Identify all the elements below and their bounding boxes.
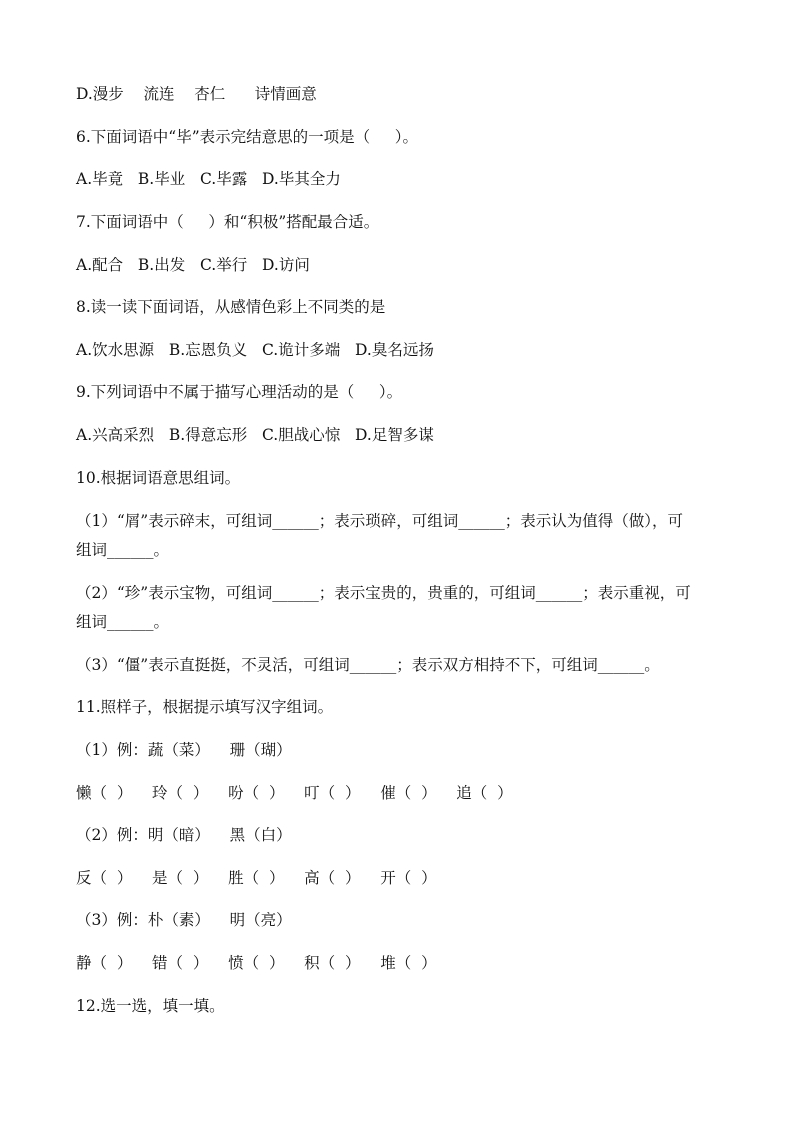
q10-part1-line2: 组词______。 — [76, 541, 170, 559]
q5-option-d: D.漫步 流连 杏仁 诗情画意 — [76, 85, 317, 103]
q10-question: 10.根据词语意思组词。 — [76, 469, 241, 487]
q11-example2: （2）例：明（暗） 黑（白） — [76, 826, 292, 844]
q9-question: 9.下列词语中不属于描写心理活动的是（ ）。 — [76, 383, 403, 401]
q8-question: 8.读一读下面词语，从感情色彩上不同类的是 — [76, 298, 386, 316]
q6-question: 6.下面词语中“毕”表示完结意思的一项是（ ）。 — [76, 128, 419, 146]
q10-part2-line1: （2）“珍”表示宝物，可组词______；表示宝贵的，贵重的，可组词______；表示重视，可 — [76, 584, 691, 602]
q6-options: A.毕竟 B.毕业 C.毕露 D.毕其全力 — [76, 170, 341, 188]
q11-row3-blanks: 静（ ） 错（ ） 愤（ ） 积（ ） 堆（ ） — [76, 954, 437, 972]
q8-options: A.饮水思源 B.忘恩负义 C.诡计多端 D.臭名远扬 — [76, 341, 434, 359]
q11-row2-blanks: 反（ ） 是（ ） 胜（ ） 高（ ） 开（ ） — [76, 869, 437, 887]
q9-options: A.兴高采烈 B.得意忘形 C.胆战心惊 D.足智多谋 — [76, 426, 434, 444]
q11-example3: （3）例：朴（素） 明（亮） — [76, 911, 292, 929]
q12-question: 12.选一选，填一填。 — [76, 997, 225, 1015]
q11-row1-blanks: 懒（ ） 玲（ ） 吩（ ） 叮（ ） 催（ ） 追（ ） — [76, 784, 513, 802]
q10-part2-line2: 组词______。 — [76, 613, 170, 631]
q7-question: 7.下面词语中（ ）和“积极”搭配最合适。 — [76, 213, 380, 231]
q11-question: 11.照样子，根据提示填写汉字组词。 — [76, 698, 334, 716]
q11-example1: （1）例：蔬（菜） 珊（瑚） — [76, 741, 292, 759]
q7-options: A.配合 B.出发 C.举行 D.访问 — [76, 256, 310, 274]
q10-part3: （3）“僵”表示直挺挺，不灵活，可组词______；表示双方相持不下，可组词______。 — [76, 656, 660, 674]
q10-part1-line1: （1）“屑”表示碎末，可组词______；表示琐碎，可组词______；表示认为值得（做），可 — [76, 512, 683, 530]
